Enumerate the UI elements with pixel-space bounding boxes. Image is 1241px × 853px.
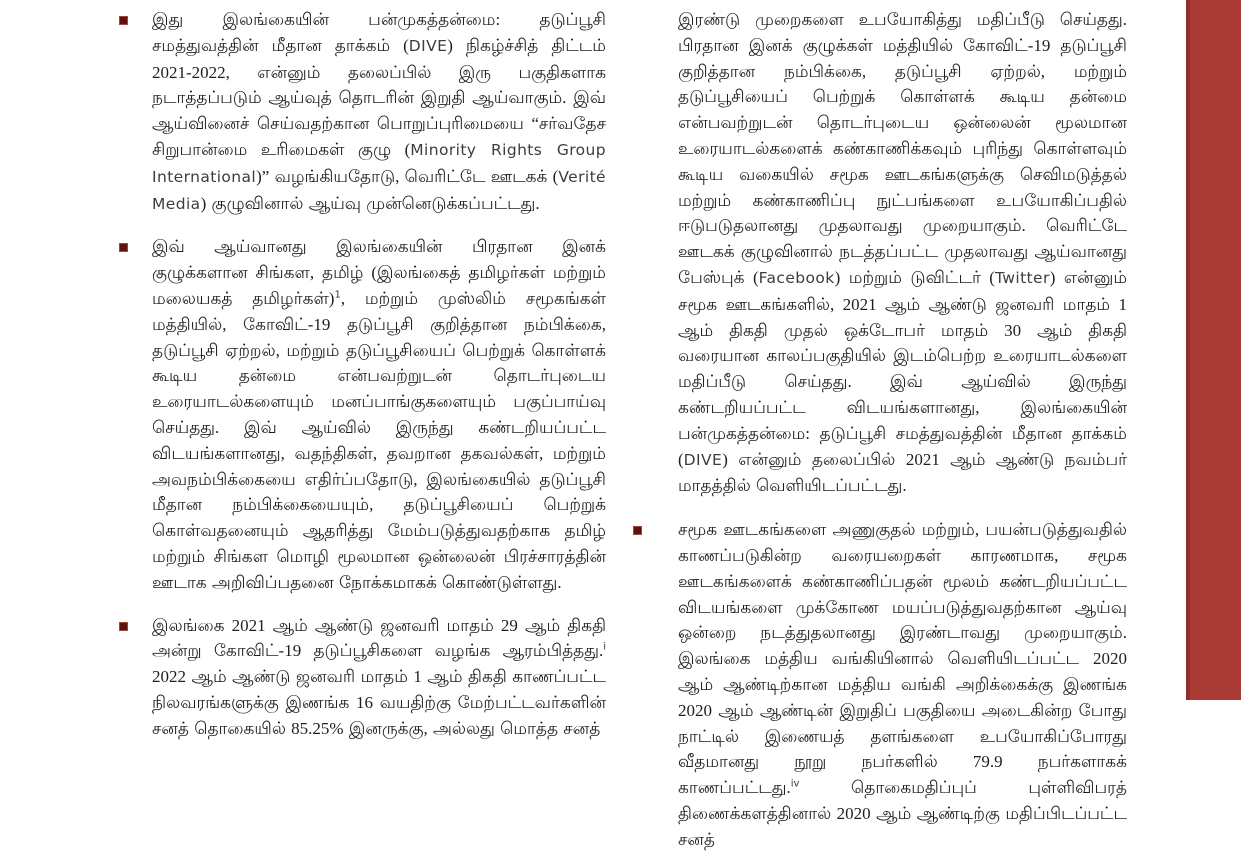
list-item [119, 613, 606, 742]
square-bullet-icon [119, 243, 128, 252]
left-column [119, 7, 606, 742]
square-bullet-icon [119, 622, 128, 631]
bullet-marker-cell [119, 7, 152, 25]
square-bullet-icon [633, 526, 642, 535]
bullet-marker-cell [119, 613, 152, 631]
continuation-paragraph: இரண்டு முறைகளை உபயோகித்து மதிப்பீடு செய்தது. பிரதான இனக் குழுக்கள் மத்தியில் கோவிட்-19 தடுப்பூசி குறித்தான நம்பிக்கை, தடுப்பூசி ஏற்றல், மற்றும் தடுப்பூசியைப் பெற்றுக் கொள்ளக் கூடிய தன்மை என்பவற்றுடன் தொடர்புடைய ஒன்லைன் மூலமான உரையாடல்களைக் கண்காணிக்கவும் புரிந்து கொள்ளவும் கூடிய வகையில் சமூக ஊடகங்களுக்கு செவிமடுத்தல் மற்றும் கண்காணிப்பு நுட்பங்களை உபயோகிப்பதில் ஈடுபடுதலானது முதலாவது முறையாகும். வெரிட்டே ஊடகக் குழுவினால் நடத்தப்பட்ட முதலாவது ஆய்வானது பேஸ்புக் (Facebook) மற்றும் டுவிட்டர் (Twitter) என்னும் சமூக ஊடகங்களில், 2021 ஆம் ஆண்டு ஜனவரி மாதம் 1 ஆம் திகதி முதல் ஒக்டோபர் மாதம் 30 ஆம் திகதி வரையான காலப்பகுதியில் இடம்பெற்ற உரையாடல்களை மதிப்பீடு செய்தது. இவ் ஆய்வில் இருந்து கண்டறியப்பட்ட விடயங்களானது, இலங்கையின் பன்முகத்தன்மை: தடுப்பூசி சமத்துவத்தின் மீதான தாக்கம் (DIVE) என்னும் தலைப்பில் 2021 ஆம் ஆண்டு நவம்பர் மாதத்தில் வெளியிடப்பட்டது. [678, 10, 1128, 496]
right-column [633, 7, 1127, 853]
list-item [633, 517, 1127, 852]
bullet-marker-cell [119, 234, 152, 252]
bullet-paragraph: இலங்கை 2021 ஆம் ஆண்டு ஜனவரி மாதம் 29 ஆம் திகதி அன்று கோவிட்-19 தடுப்பூசிகளை வழங்க ஆரம்பித்தது.$^i$ 2022 ஆம் ஆண்டு ஜனவரி மாதம் 1 ஆம் திகதி காணப்பட்ட நிலவரங்களுக்கு இணங்க 16 வயதிற்கு மேற்பட்டவர்களின் சனத் தொகையில் 85.25% இனருக்கு, அல்லது மொத்த சனத் [152, 615, 606, 738]
bullet-marker-cell [633, 517, 678, 535]
page-edge-accent-bar [1186, 0, 1241, 700]
bullet-paragraph: இது இலங்கையின் பன்முகத்தன்மை: தடுப்பூசி சமத்துவத்தின் மீதான தாக்கம் (DIVE) நிகழ்ச்சித் திட்டம் 2021-2022, என்னும் தலைப்பில் இரு பகுதிகளாக நடாத்தப்படும் ஆய்வுத் தொடரின் இறுதி ஆய்வாகும். இவ் ஆய்வினைச் செய்வதற்கான பொறுப்புரிமையை “சர்வதேச சிறுபான்மை உரிமைகள் குழு (Minority Rights Group International)” வழங்கியதோடு, வெரிட்டே ஊடகக் (Verité Media) குழுவினால் ஆய்வு முன்னெடுக்கப்பட்டது. [152, 10, 607, 213]
list-item [119, 234, 606, 595]
bullet-paragraph: சமூக ஊடகங்களை அணுகுதல் மற்றும், பயன்படுத்துவதில் காணப்படுகின்ற வரையறைகள் காரணமாக, சமூக ஊடகங்களைக் கண்காணிப்பதன் மூலம் கண்டறியப்பட்ட விடயங்களை முக்கோண மயப்படுத்துவதற்கான ஆய்வு ஒன்றை நடத்துதலானது இரண்டாவது முறையாகும். இலங்கை மத்திய வங்கியினால் வெளியிடப்பட்ட 2020 ஆம் ஆண்டிற்கான மத்திய வங்கி அறிக்கைக்கு இணங்க 2020 ஆம் ஆண்டின் இறுதிப் பகுதியை அடைகின்ற போது நாட்டில் இணையத் தளங்களை உபயோகிப்போரது வீதமானது நூறு நபர்களில் 79.9 நபர்களாகக் காணப்பட்டது.$^{iv}$ தொகைமதிப்புப் புள்ளிவிபரத் திணைக்களத்தினால் 2020 ஆம் ஆண்டிற்கு மதிப்பிடப்பட்ட சனத் [678, 520, 1127, 849]
bullet-paragraph: இவ் ஆய்வானது இலங்கையின் பிரதான இனக் குழுக்களான சிங்கள, தமிழ் (இலங்கைத் தமிழர்கள் மற்றும் மலையகத் தமிழர்கள்)$^1$, மற்றும் முஸ்லிம் சமூகங்கள் மத்தியில், கோவிட்-19 தடுப்பூசி குறித்தான நம்பிக்கை, தடுப்பூசி ஏற்றல், மற்றும் தடுப்பூசியைப் பெற்றுக் கொள்ளக் கூடிய தன்மை என்பவற்றுடன் தொடர்புடைய உரையாடல்களையும் மனப்பாங்குகளையும் பகுப்பாய்வு செய்தது. இவ் ஆய்வில் இருந்து கண்டறியப்பட்ட விடயங்களானது, வதந்திகள், தவறான தகவல்கள், மற்றும் அவநம்பிக்கையை எதிர்ப்பதோடு, இலங்கையில் தடுப்பூசி மீதான நம்பிக்கையையும், தடுப்பூசியைப் பெற்றுக் கொள்வதனையும் ஆதரித்து மேம்படுத்துவதற்காக தமிழ் மற்றும் சிங்கள மொழி மூலமான ஒன்லைன் பிரச்சாரத்தின் ஊடாக அறிவிப்பதனை நோக்கமாகக் கொண்டுள்ளது. [152, 237, 606, 592]
square-bullet-icon [119, 16, 128, 25]
list-item [119, 7, 606, 217]
